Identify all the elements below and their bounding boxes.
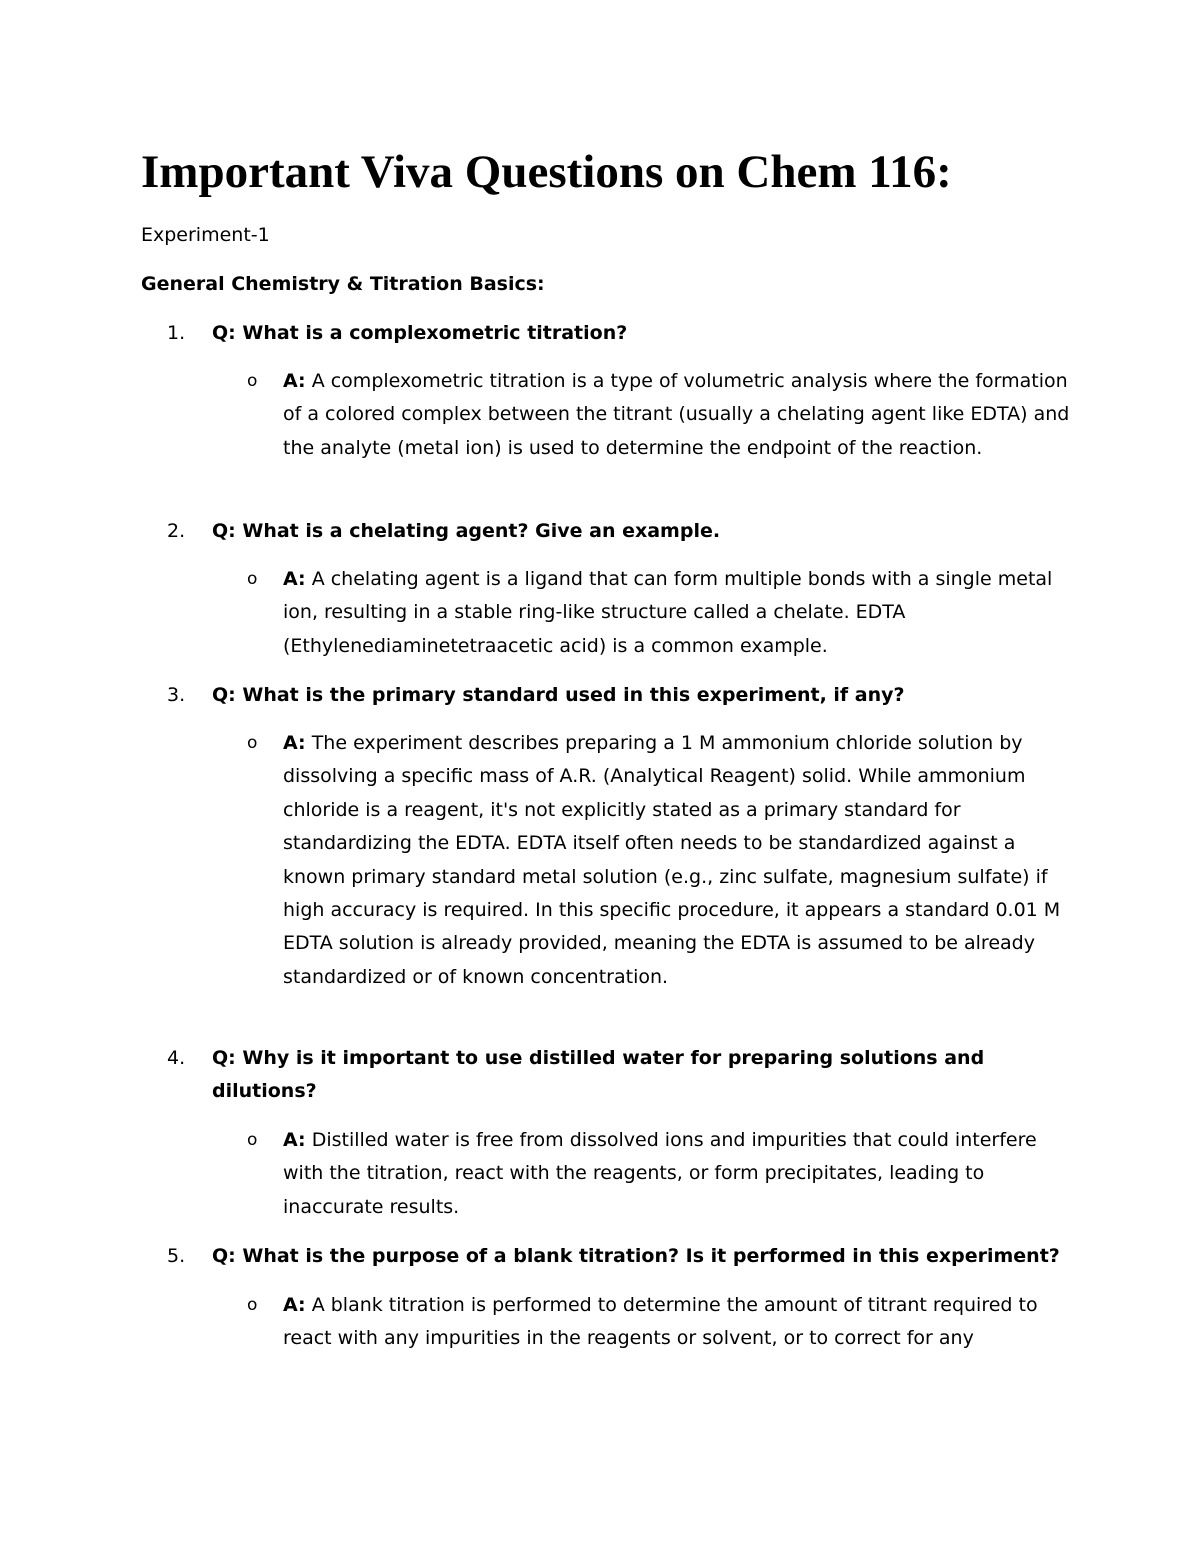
answer-text: Distilled water is free from dissolved ions and impurities that could interfere with the titration, react with the reagents, or form precipitates, leading to inaccurate results.: [283, 1129, 1037, 1218]
question-4: [167, 1042, 1092, 1109]
question-number: 5.: [167, 1245, 186, 1267]
answer-2: [247, 563, 1073, 663]
question-number: 3.: [167, 684, 186, 706]
question-text: Q: What is a complexometric titration?: [212, 322, 628, 344]
answer-3: [247, 727, 1073, 994]
question-2: [167, 515, 1092, 548]
question-text: Q: What is the purpose of a blank titration? Is it performed in this experiment?: [212, 1245, 1060, 1267]
question-text: Q: Why is it important to use distilled water for preparing solutions and dilutions?: [212, 1047, 985, 1103]
bullet-icon: o: [247, 371, 258, 391]
question-text: Q: What is a chelating agent? Give an example.: [212, 520, 721, 542]
answer-text: The experiment describes preparing a 1 M ammonium chloride solution by dissolving a specific mass of A.R. (Analytical Reagent) solid. While ammonium chloride is a reagent, it's not explicitly stated as a primary standard for standardizing the EDTA. EDTA itself often needs to be standardized against a known primary standard metal solution (e.g., zinc sulfate, magnesium sulfate) if high accuracy is required. In this specific procedure, it appears a standard 0.01 M EDTA solution is already provided, meaning the EDTA is assumed to be already standardized or of known concentration.: [283, 732, 1061, 988]
answer-5: [247, 1289, 1073, 1356]
question-text: Q: What is the primary standard used in this experiment, if any?: [212, 684, 905, 706]
bullet-icon: o: [247, 1295, 258, 1315]
bullet-icon: o: [247, 1130, 258, 1150]
experiment-label: Experiment-1: [141, 224, 270, 246]
question-1: [167, 317, 1092, 350]
question-5: [167, 1240, 1092, 1273]
answer-text: A complexometric titration is a type of volumetric analysis where the formation of a colored complex between the titrant (usually a chelating agent like EDTA) and the analyte (metal ion) is used to determine the endpoint of the reaction.: [283, 370, 1070, 459]
question-number: 2.: [167, 520, 186, 542]
answer-label: A:: [283, 1294, 306, 1316]
question-number: 1.: [167, 322, 186, 344]
answer-label: A:: [283, 568, 306, 590]
answer-text: A chelating agent is a ligand that can form multiple bonds with a single metal ion, resulting in a stable ring-like structure called a chelate. EDTA (Ethylenediaminetetraacetic acid) is a common example.: [283, 568, 1053, 657]
bullet-icon: o: [247, 733, 258, 753]
section-heading: General Chemistry & Titration Basics:: [141, 273, 545, 295]
answer-label: A:: [283, 1129, 306, 1151]
bullet-icon: o: [247, 569, 258, 589]
answer-label: A:: [283, 732, 306, 754]
page-title: Important Viva Questions on Chem 116:: [141, 146, 952, 198]
answer-4: [247, 1124, 1073, 1224]
answer-1: [247, 365, 1073, 465]
question-3: [167, 679, 1092, 712]
question-number: 4.: [167, 1047, 186, 1069]
answer-text: A blank titration is performed to determine the amount of titrant required to react with any impurities in the reagents or solvent, or to correct for any: [283, 1294, 1038, 1350]
answer-label: A:: [283, 370, 306, 392]
